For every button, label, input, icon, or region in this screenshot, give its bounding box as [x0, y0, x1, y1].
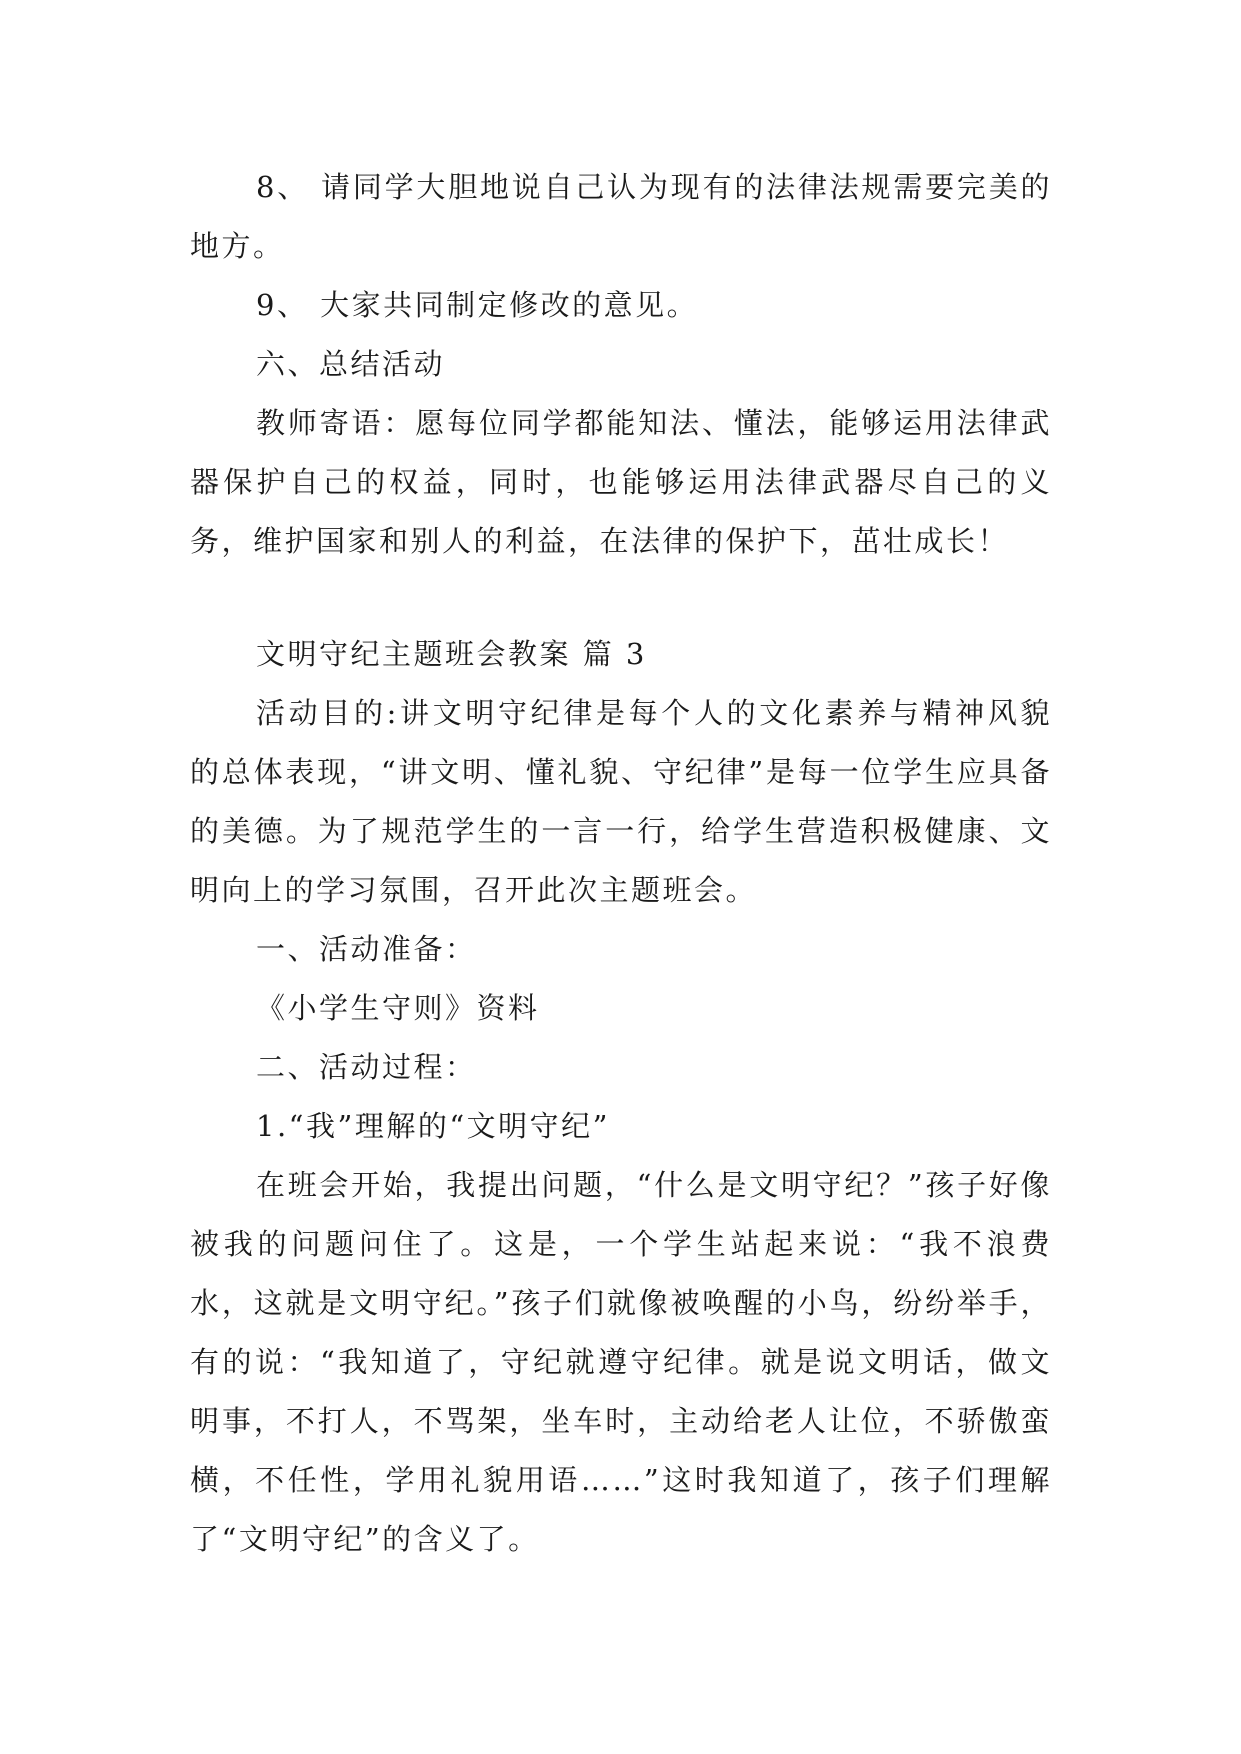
paragraph-item-8: 8、 请同学大胆地说自己认为现有的法律法规需要完美的地方。 — [190, 170, 1052, 263]
paragraph-class-discussion: 在班会开始，我提出问题，“什么是文明守纪？”孩子好像被我的问题问住了。这是，一个学生站起来说：“我不浪费水，这就是文明守纪。”孩子们就像被唤醒的小鸟，纷纷举手，有的说：“我知道了，守纪就遵守纪律。就是说文明话，做文明事，不打人，不骂架，坐车时，主动给老人让位，不骄傲蛮横，不任性，学用礼貌用语……”这时我知道了，孩子们理解了“文明守纪”的含义了。 — [190, 1168, 1052, 1556]
heading-preparation: 一、活动准备： — [256, 932, 477, 966]
heading-summary: 六、总结活动 — [256, 347, 446, 381]
heading-process: 二、活动过程： — [256, 1050, 477, 1084]
paragraph-activity-goal: 活动目的:讲文明守纪律是每个人的文化素养与精神风貌的总体表现，“讲文明、懂礼貌、守纪律”是每一位学生应具备的美德。为了规范学生的一言一行，给学生营造积极健康、文明向上的学习氛围，召开此次主题班会。 — [190, 696, 1052, 907]
paragraph-materials: 《小学生守则》资料 — [256, 991, 540, 1025]
paragraph-item-9: 9、 大家共同制定修改的意见。 — [256, 288, 699, 322]
subheading-understanding: 1.“我”理解的“文明守纪” — [256, 1109, 610, 1143]
document-page — [190, 158, 1052, 1569]
section-gap — [190, 571, 1052, 625]
section-title: 文明守纪主题班会教案 篇 3 — [256, 637, 647, 671]
paragraph-teacher-message: 教师寄语：愿每位同学都能知法、懂法，能够运用法律武器保护自己的权益，同时，也能够运用法律武器尽自己的义务，维护国家和别人的利益，在法律的保护下，茁壮成长！ — [190, 406, 1052, 558]
